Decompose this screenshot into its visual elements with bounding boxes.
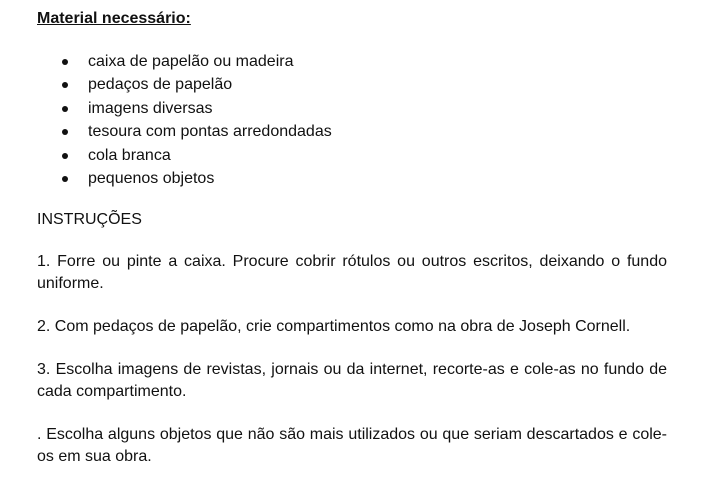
materials-title: Material necessário: — [37, 10, 191, 27]
instruction-step-1: 1. Forre ou pinte a caixa. Procure cobrir rótulos ou outros escritos, deixando o fundo uniforme. — [37, 253, 667, 293]
instructions-heading: INSTRUÇÕES — [37, 211, 142, 229]
list-item — [37, 50, 667, 73]
list-item — [37, 167, 667, 190]
bullet-icon — [62, 176, 68, 182]
bullet-icon — [62, 82, 68, 88]
bullet-icon — [62, 59, 68, 65]
instruction-step-4: . Escolha alguns objetos que não são mais utilizados ou que seriam descartados e cole-os em sua obra. — [37, 426, 667, 466]
list-item — [37, 73, 667, 96]
instruction-step-3: 3. Escolha imagens de revistas, jornais ou da internet, recorte-as e cole-as no fundo de cada compartimento. — [37, 361, 667, 401]
bullet-icon — [62, 106, 68, 112]
bullet-icon — [62, 129, 68, 135]
list-item-label: imagens diversas — [88, 99, 213, 117]
list-item — [37, 97, 667, 120]
list-item — [37, 120, 667, 143]
list-item — [37, 144, 667, 167]
materials-list — [37, 50, 667, 190]
list-item-label: pedaços de papelão — [88, 76, 233, 94]
list-item-label: tesoura com pontas arredondadas — [88, 123, 332, 141]
list-item-label: cola branca — [88, 146, 171, 164]
list-item-label: caixa de papelão ou madeira — [88, 53, 294, 70]
document-page — [37, 9, 667, 468]
bullet-icon — [62, 153, 68, 159]
instruction-step-2: 2. Com pedaços de papelão, crie compartimentos como na obra de Joseph Cornell. — [37, 318, 631, 336]
list-item-label: pequenos objetos — [88, 169, 215, 187]
